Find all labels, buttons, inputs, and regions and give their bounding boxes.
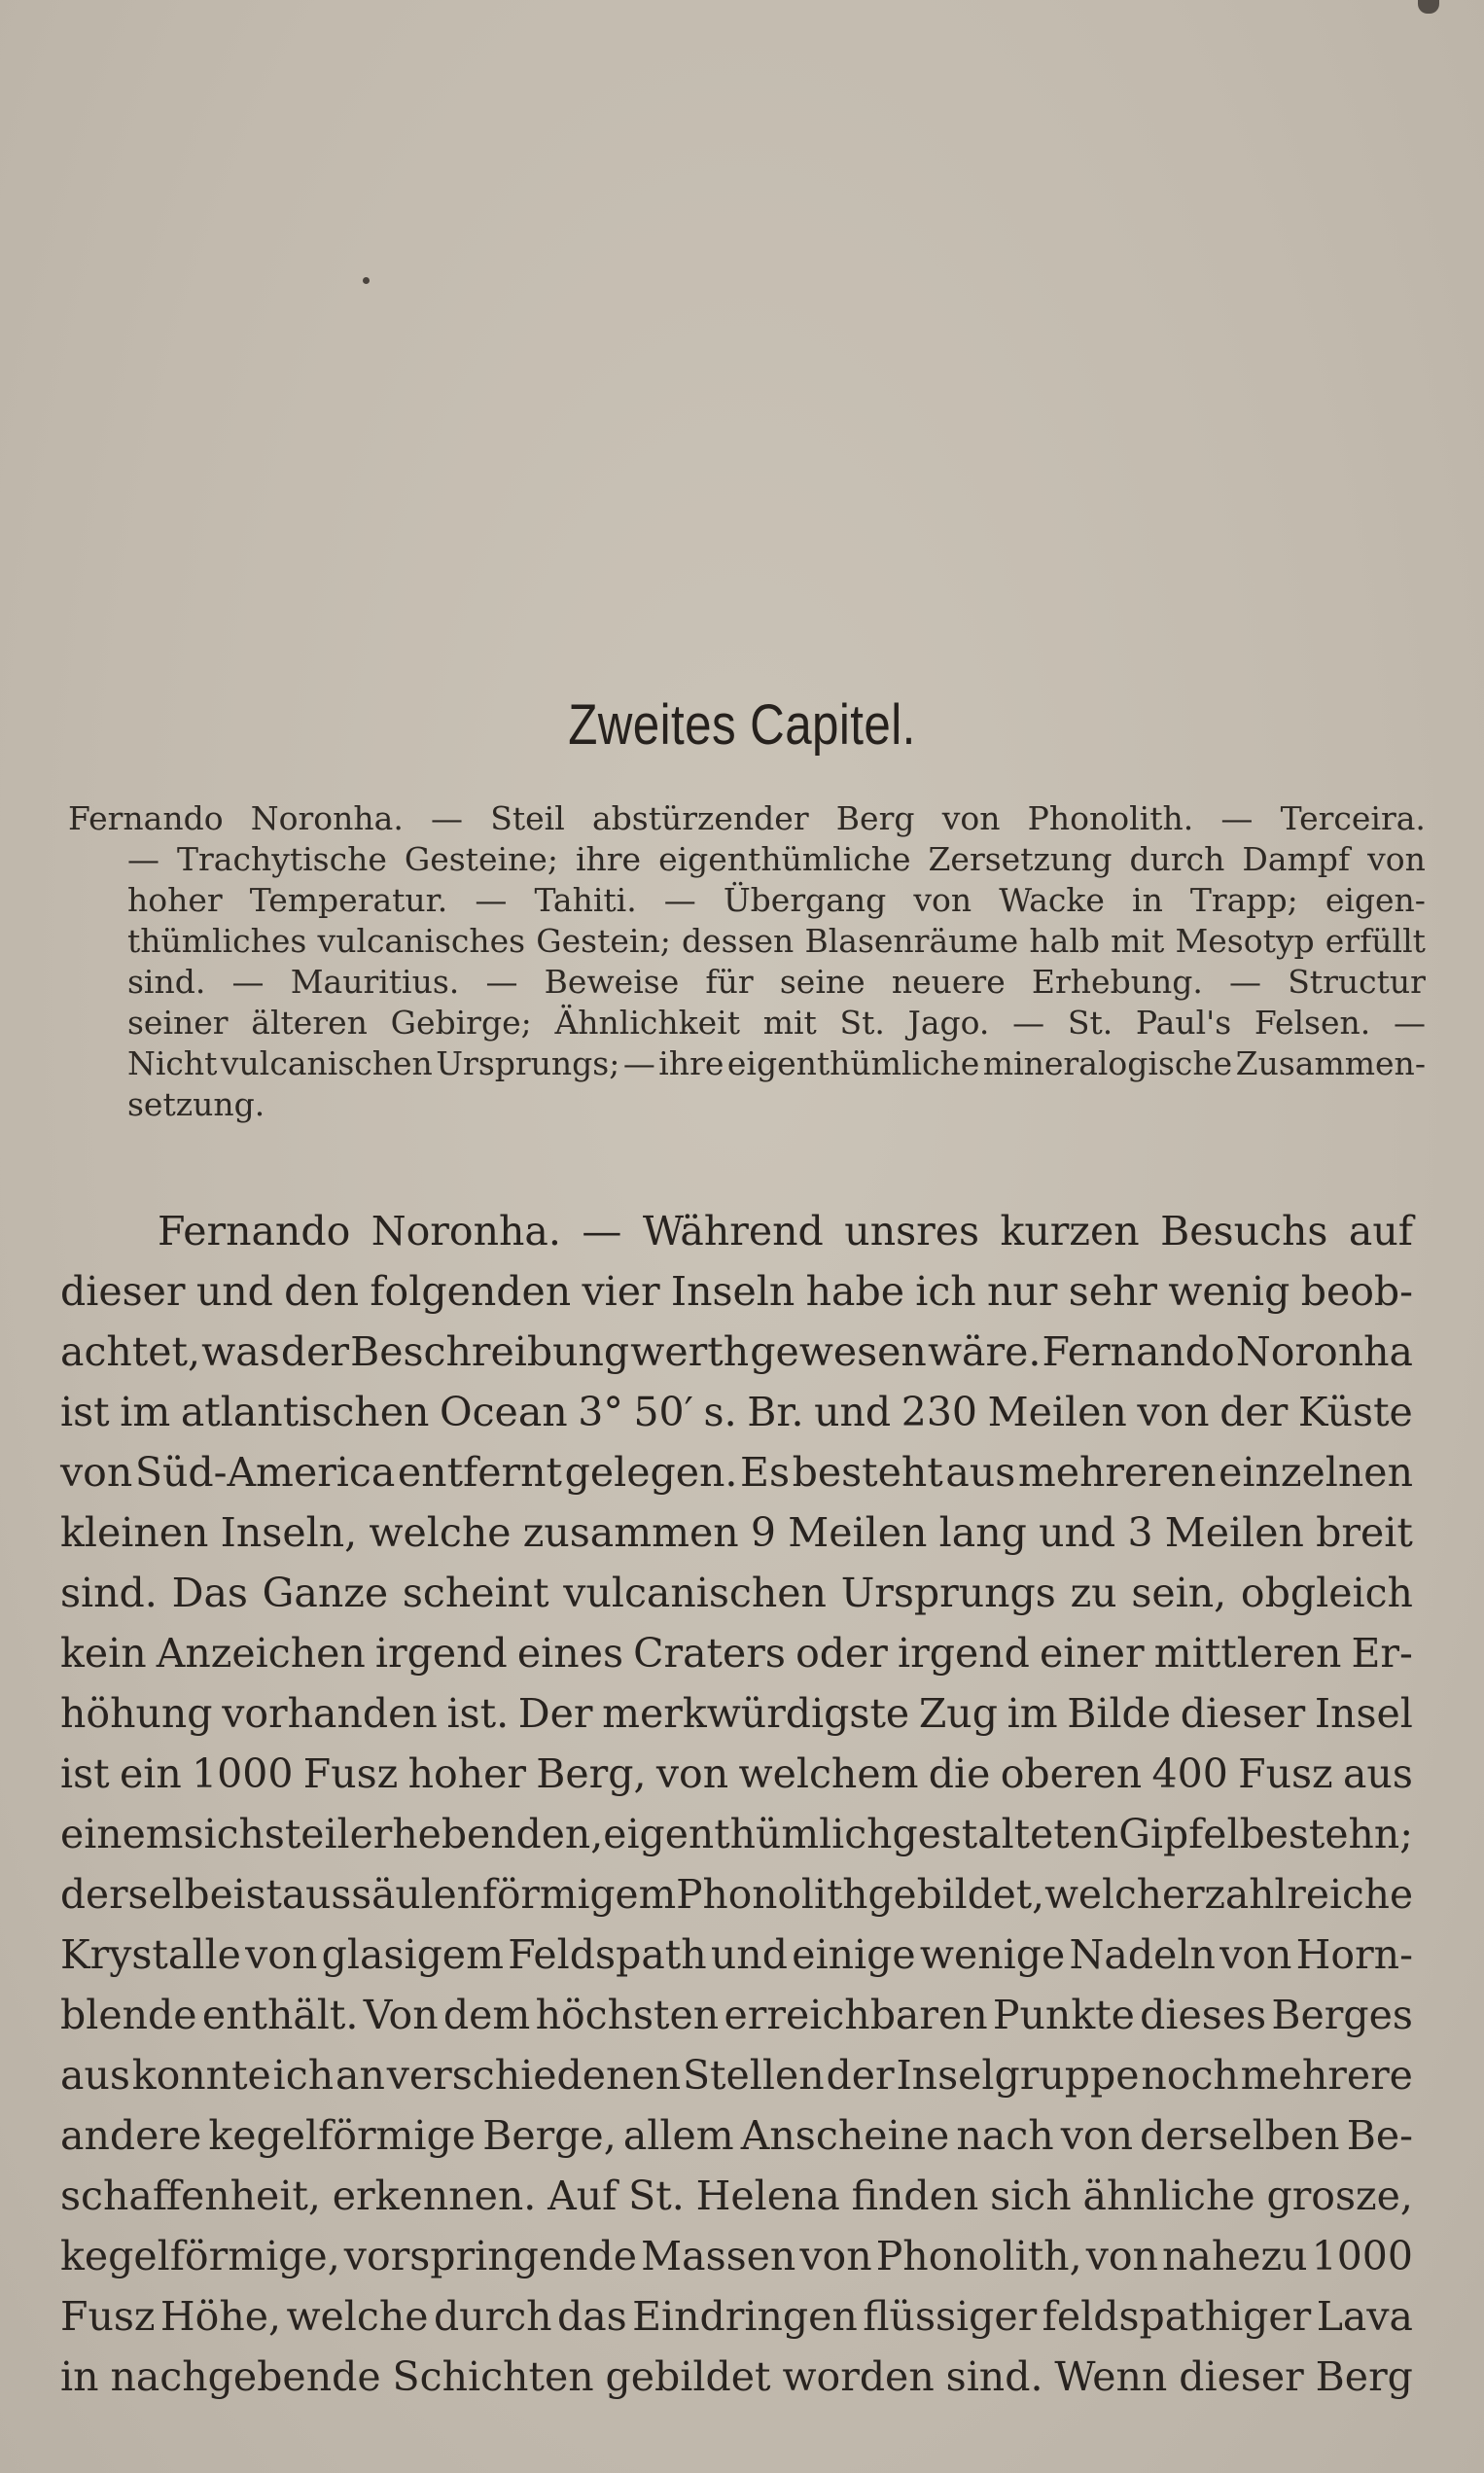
body-line: kleinen Inseln, welche zusammen 9 Meilen lang und 3 Meilen breit <box>60 1509 1413 1556</box>
page-corner-mark <box>1418 0 1439 14</box>
body-line: schaffenheit, erkennen. Auf St. Helena finden sich ähnliche grosze, <box>60 2173 1413 2219</box>
body-line: sind. Das Ganze scheint vulcanischen Ursprungs zu sein, obgleich <box>60 1570 1413 1616</box>
body-line: ist ein 1000 Fusz hoher Berg, von welchem die oberen 400 Fusz aus <box>60 1750 1413 1797</box>
body-line: dieser und den folgenden vier Inseln habe ich nur sehr wenig beob- <box>60 1268 1413 1315</box>
body-line: einem sich steil erhebenden, eigenthümlich gestalteten Gipfel bestehn; <box>60 1811 1413 1857</box>
summary-line: seiner älteren Gebirge; Ähnlichkeit mit St. Jago. — St. Paul's Felsen. — <box>127 1004 1426 1042</box>
summary-line: Fernando Noronha. — Steil abstürzender Berg von Phonolith. — Terceira. <box>68 799 1426 837</box>
chapter-title: Zweites Capitel. <box>568 693 916 757</box>
body-line: Fusz Höhe, welche durch das Eindringen flüssiger feldspathiger Lava <box>60 2293 1413 2340</box>
summary-line: thümliches vulcanisches Gestein; dessen Blasenräume halb mit Mesotyp erfüllt <box>127 922 1426 960</box>
body-line: derselbe ist aus säulenförmigem Phonolith gebildet, welcher zahlreiche <box>60 1871 1414 1918</box>
summary-line: hoher Temperatur. — Tahiti. — Übergang von Wacke in Trapp; eigen- <box>127 881 1426 919</box>
body-line: in nachgebende Schichten gebildet worden sind. Wenn dieser Berg <box>60 2353 1413 2400</box>
summary-line: sind. — Mauritius. — Beweise für seine neuere Erhebung. — Structur <box>127 963 1426 1001</box>
body-line: aus konnte ich an verschiedenen Stellen der Inselgruppe noch mehrere <box>60 2052 1413 2099</box>
body-line: Krystalle von glasigem Feldspath und einige wenige Nadeln von Horn- <box>60 1931 1413 1978</box>
summary-line: setzung. <box>127 1085 265 1123</box>
body-line: höhung vorhanden ist. Der merkwürdigste Zug im Bilde dieser Insel <box>60 1690 1413 1737</box>
body-line: Fernando Noronha. — Während unsres kurzen Besuchs auf <box>158 1208 1413 1254</box>
body-line: blende enthält. Von dem höchsten erreichbaren Punkte dieses Berges <box>60 1992 1413 2038</box>
summary-line: Nicht vulcanischen Ursprungs; — ihre eigenthümliche mineralogische Zusammen- <box>127 1044 1426 1082</box>
body-line: ist im atlantischen Ocean 3° 50′ s. Br. und 230 Meilen von der Küste <box>60 1389 1413 1435</box>
body-line: achtet, was der Beschreibung werth gewesen wäre. Fernando Noronha <box>60 1328 1413 1375</box>
body-line: von Süd-America entfernt gelegen. Es besteht aus mehreren einzelnen <box>60 1449 1413 1496</box>
ink-dot <box>363 277 370 284</box>
summary-line: — Trachytische Gesteine; ihre eigenthümliche Zersetzung durch Dampf von <box>127 840 1426 878</box>
body-line: kein Anzeichen irgend eines Craters oder irgend einer mittleren Er- <box>60 1630 1413 1677</box>
body-line: andere kegelförmige Berge, allem Anscheine nach von derselben Be- <box>60 2112 1413 2159</box>
body-line: kegelförmige, vorspringende Massen von Phonolith, von nahezu 1000 <box>60 2233 1413 2279</box>
